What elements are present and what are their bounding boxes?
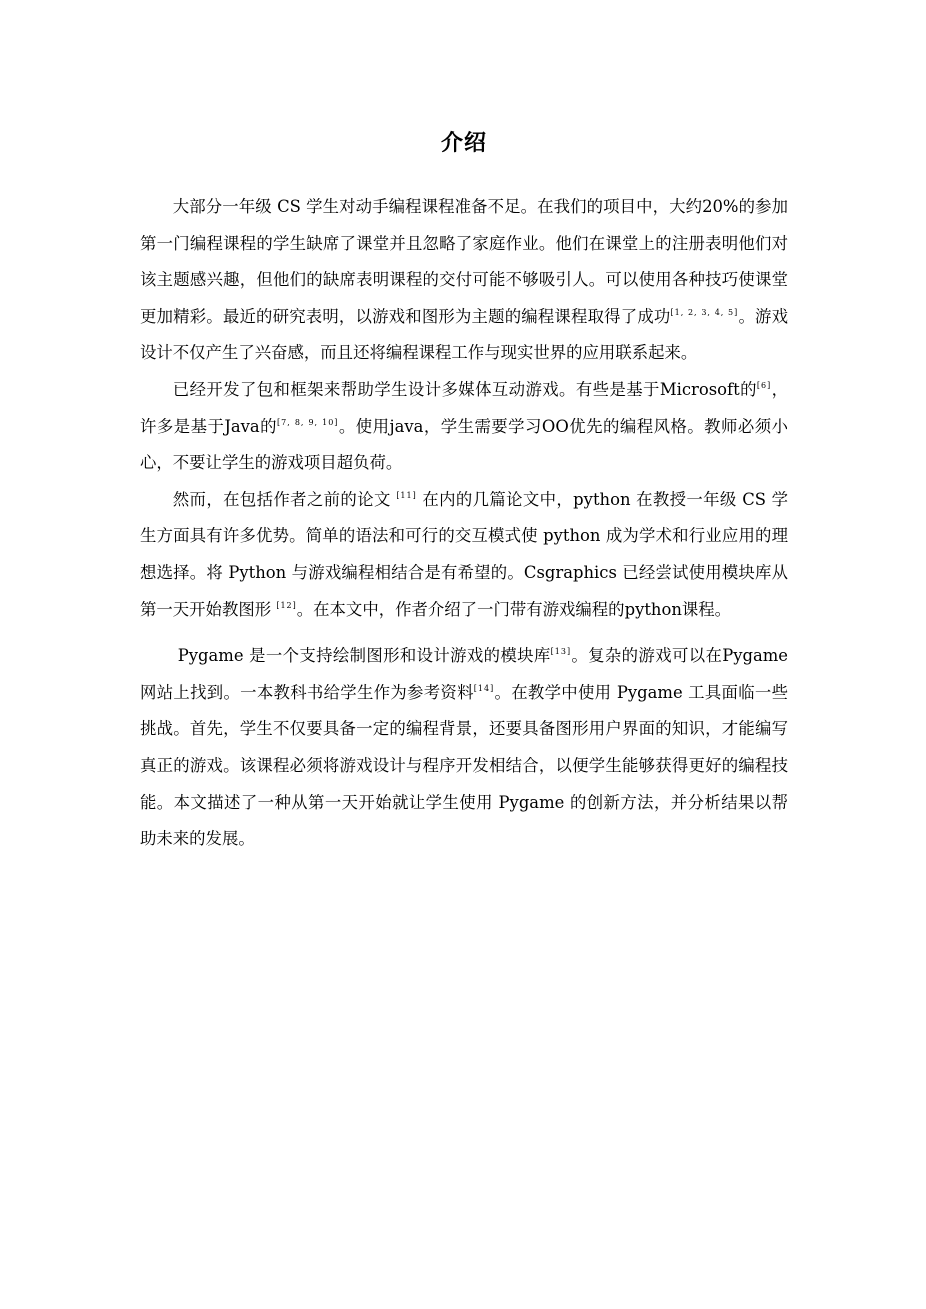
paragraph-frameworks: [140, 372, 788, 482]
paragraph-python-advantages: [140, 482, 788, 628]
paragraph-pygame: [140, 638, 788, 858]
paragraph-text: 大部分一年级 CS 学生对动手编程课程准备不足。在我们的项目中，大约20%的参加第一门编程课程的学生缺席了课堂并且忽略了家庭作业。他们在课堂上的注册表明他们对该主题感兴趣，但他们的缺席表明课程的交付可能不够吸引人。可以使用各种技巧使课堂更加精彩。最近的研究表明，以游戏和图形为主题的编程课程取得了成功: [140, 197, 788, 326]
paragraph-text: ，许多是基于Java的: [140, 379, 788, 436]
body-text: [140, 189, 788, 858]
citation-ref: [12]: [276, 600, 297, 610]
paragraph-text: 。游戏设计不仅产生了兴奋感，而且还将编程课程工作与现实世界的应用联系起来。: [140, 306, 789, 363]
citation-ref: [14]: [473, 683, 495, 693]
paragraph-text: 。复杂的游戏可以在Pygame 网站上找到。一本教科书给学生作为参考资料: [140, 646, 788, 702]
citation-ref: [6]: [756, 380, 772, 390]
paragraph-text: 。在教学中使用 Pygame 工具面临一些挑战。首先，学生不仅要具备一定的编程背景，还要具备图形用户界面的知识，才能编写真正的游戏。该课程必须将游戏设计与程序开发相结合，以便学生能够获得更好的编程技能。本文描述了一种从第一天开始就让学生使用 Pygame 的创新方法，并分析结果以帮助未来的发展。: [140, 682, 788, 849]
paragraph-text: Pygame 是一个支持绘制图形和设计游戏的模块库: [177, 646, 551, 666]
document-page: [140, 0, 788, 858]
citation-ref: [7, 8, 9, 10]: [277, 417, 339, 427]
paragraph-intro-motivation: [140, 189, 788, 372]
citation-ref: [11]: [396, 490, 417, 500]
citation-ref: [1, 2, 3, 4, 5]: [670, 307, 739, 317]
paragraph-text: 然而，在包括作者之前的论文: [172, 489, 397, 509]
paragraph-text: 在内的几篇论文中，python 在教授一年级 CS 学生方面具有许多优势。简单的语法和可行的交互模式使 python 成为学术和行业应用的理想选择。将 Python 与游戏编程相结合是有希望的。Csgraphics 已经尝试使用模块库从第一天开始教图形: [140, 489, 788, 619]
paragraph-text: 。使用java，学生需要学习OO优先的编程风格。教师必须小心，不要让学生的游戏项目超负荷。: [140, 416, 789, 473]
paragraph-text: 。在本文中，作者介绍了一门带有游戏编程的python课程。: [296, 599, 732, 619]
paragraph-text: 已经开发了包和框架来帮助学生设计多媒体互动游戏。有些是基于Microsoft的: [172, 379, 757, 399]
citation-ref: [13]: [550, 647, 572, 657]
section-title: 介绍: [440, 130, 487, 156]
